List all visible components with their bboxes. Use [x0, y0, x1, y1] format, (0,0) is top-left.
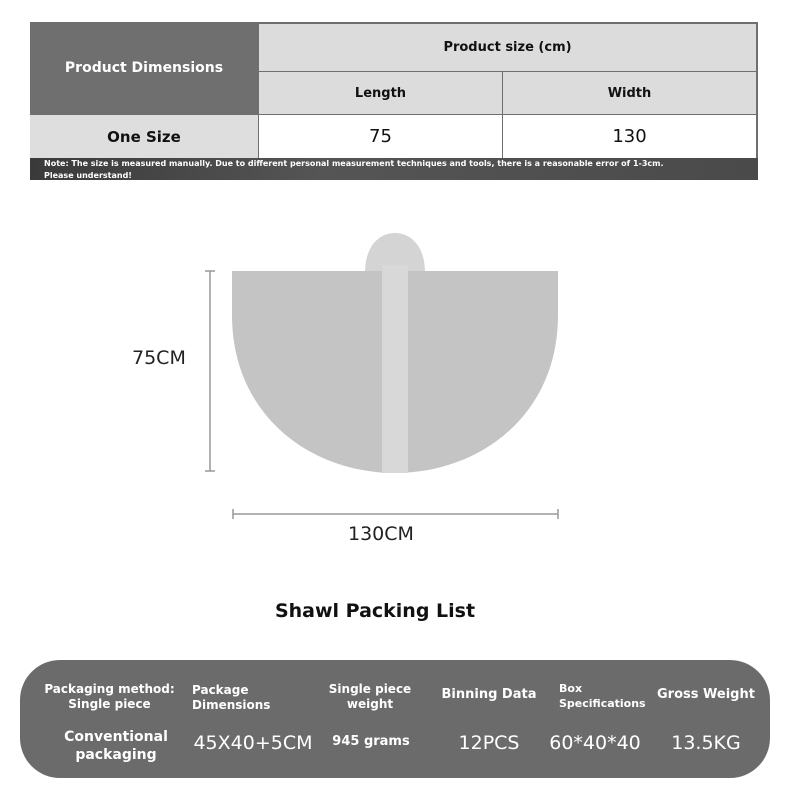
header-packaging-method: Packaging method: Single piece [44, 682, 175, 711]
value-binning-data: 12PCS [458, 732, 520, 754]
height-label: 75CM [132, 347, 186, 369]
header-gross-weight: Gross Weight [657, 687, 755, 702]
value-package-dimensions: 45X40+5CM [193, 732, 313, 754]
header-product-size: Product size (cm) [259, 24, 756, 71]
header-length: Length [259, 72, 502, 114]
header-box-specifications: Box Specifications [559, 682, 646, 710]
packing-list-panel [20, 660, 770, 778]
shawl-center-strip [382, 265, 408, 473]
row-label-one-size: One Size [30, 115, 258, 158]
header-binning-data: Binning Data [441, 687, 537, 702]
header-width: Width [503, 72, 756, 114]
value-single-piece-weight: 945 grams [332, 734, 410, 749]
size-table [30, 22, 758, 180]
packing-list-title: Shawl Packing List [274, 600, 476, 622]
header-product-dimensions: Product Dimensions [30, 22, 258, 114]
width-value: 130 [503, 115, 756, 158]
header-package-dimensions: Package Dimensions [192, 683, 271, 712]
shawl-dimension-diagram [120, 225, 580, 555]
header-single-piece-weight: Single piece weight [328, 682, 412, 711]
shawl-illustration [120, 225, 580, 555]
length-value: 75 [259, 115, 502, 158]
value-box-specifications: 60*40*40 [549, 732, 641, 754]
value-packaging-method: Conventional packaging [64, 729, 168, 763]
measurement-note: Note: The size is measured manually. Due to different personal measurement techniques and tools, there is a reasonable error of 1-3cm. Please understand! [44, 159, 664, 180]
value-gross-weight: 13.5KG [671, 732, 741, 754]
width-label: 130CM [348, 523, 414, 545]
